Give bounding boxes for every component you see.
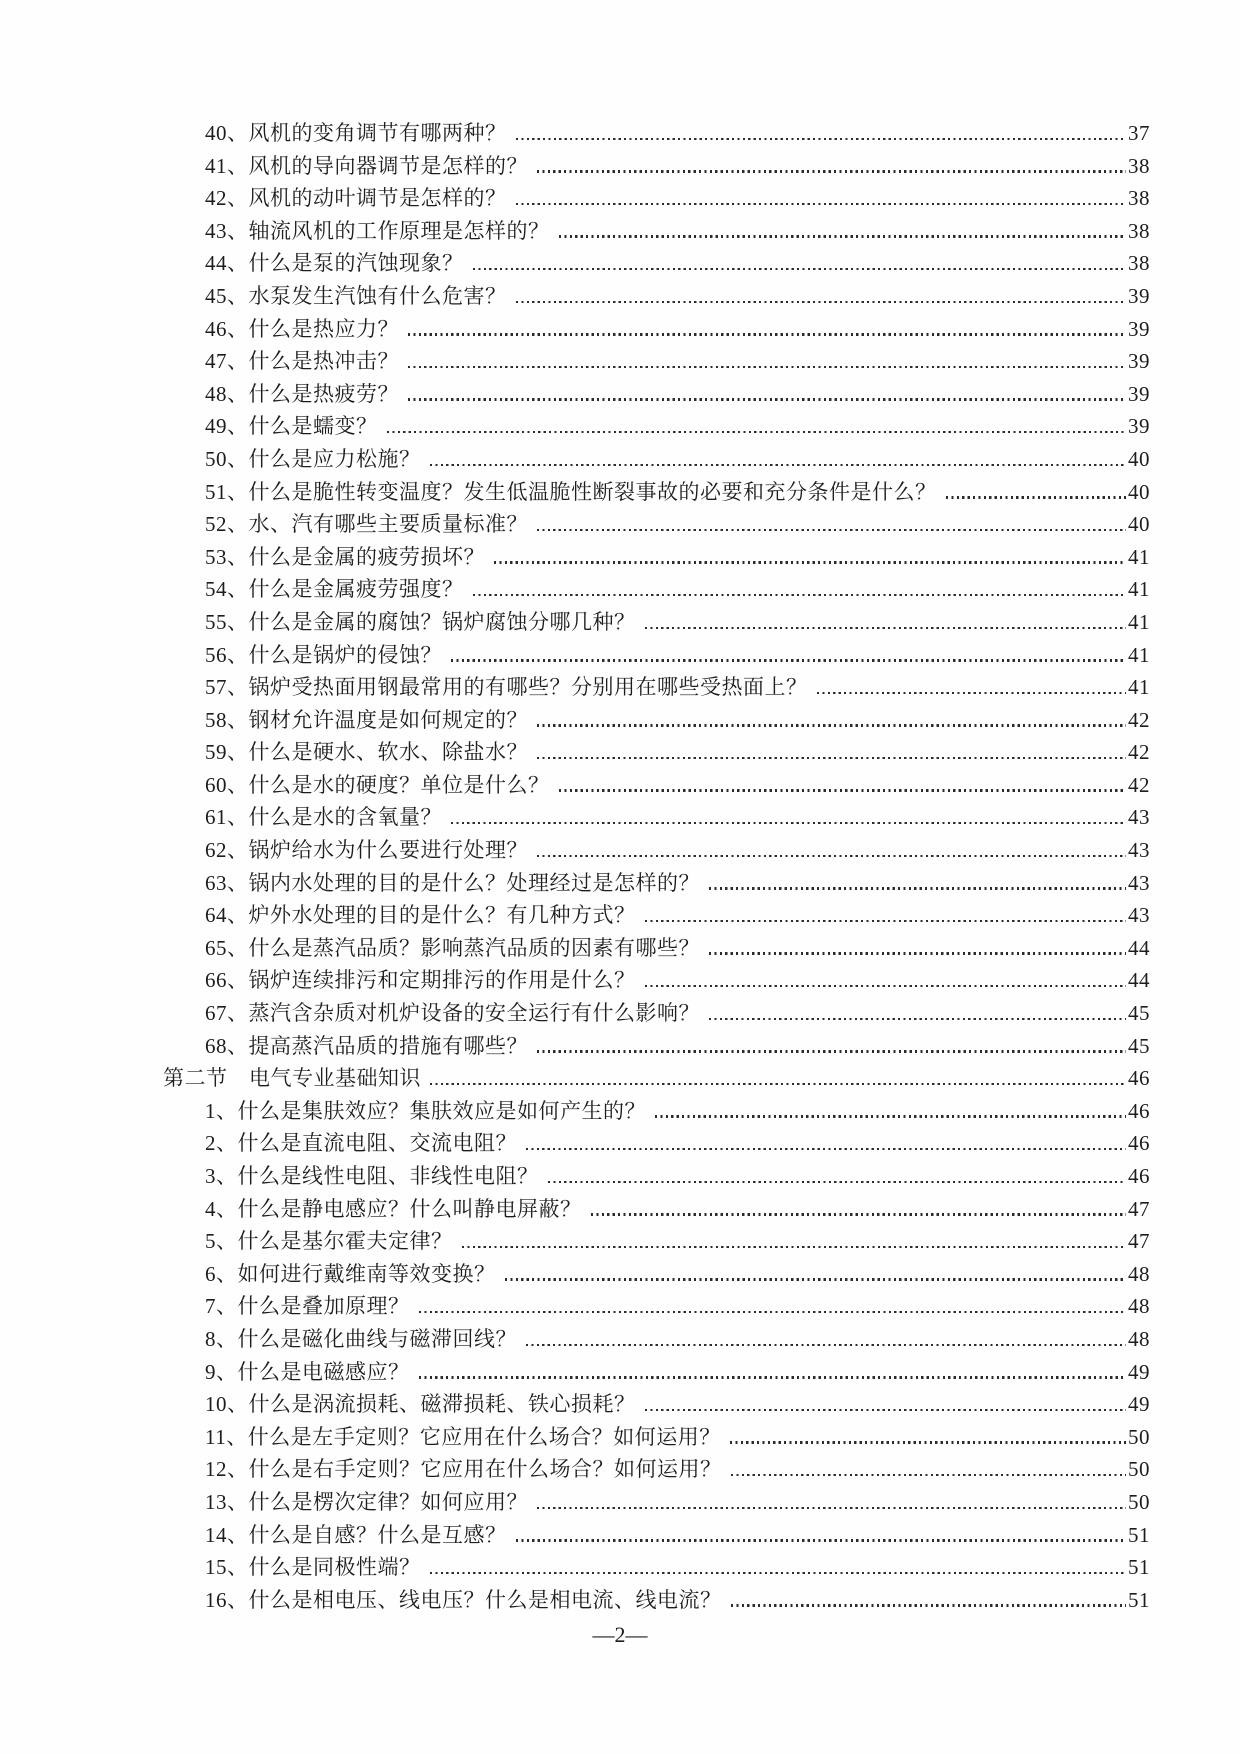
toc-entry [163,443,1150,476]
toc-entry-page-number: 45 [1128,1001,1150,1026]
dot-leader [645,627,1127,629]
toc-entry-label: 50、什么是应力松施？ [205,446,421,471]
dot-leader [473,268,1127,270]
toc-entry-label: 11、什么是左手定则？它应用在什么场合？如何运用？ [205,1424,721,1449]
toc-entry-label: 14、什么是自感？什么是互感？ [205,1522,507,1547]
toc-entry-label: 51、什么是脆性转变温度？发生低温脆性断裂事故的必要和充分条件是什么？ [205,479,937,504]
dot-leader [516,1539,1127,1541]
dot-leader [559,789,1127,791]
toc-entry-page-number: 42 [1128,740,1150,765]
dot-leader [419,1376,1127,1378]
toc-entry [163,769,1150,802]
toc-entry [163,1290,1150,1323]
toc-entry-page-number: 40 [1128,479,1150,504]
dot-leader [591,1213,1127,1215]
toc-entry-label: 44、什么是泵的汽蚀现象？ [205,251,464,276]
toc-entry-page-number: 43 [1128,870,1150,895]
toc-entry-page-number: 41 [1128,675,1150,700]
toc-entry [163,932,1150,965]
toc-entry-label: 47、什么是热冲击？ [205,349,399,374]
toc-entry-label: 8、什么是磁化曲线与磁滞回线？ [205,1326,517,1351]
toc-entry-label: 57、锅炉受热面用钢最常用的有哪些？分别用在哪些受热面上？ [205,675,808,700]
dot-leader [537,1507,1126,1509]
toc-entry-page-number: 43 [1128,838,1150,863]
dot-leader [430,464,1127,466]
dot-leader [430,1572,1127,1574]
toc-entry-page-number: 40 [1128,446,1150,471]
dot-leader [817,692,1127,694]
toc-entry-page-number: 46 [1128,1098,1150,1123]
toc-entry-page-number: 38 [1128,218,1150,243]
dot-leader [537,1050,1126,1052]
page-footer [0,1620,1240,1650]
dot-leader [709,952,1126,954]
toc-entry-label: 65、什么是蒸汽品质？影响蒸汽品质的因素有哪些？ [205,935,700,960]
toc-entry-label: 10、什么是涡流损耗、磁滞损耗、铁心损耗？ [205,1392,636,1417]
toc-entry-page-number: 47 [1128,1196,1150,1221]
toc-entry [163,671,1150,704]
table-of-contents [163,117,1150,1616]
toc-entry-page-number: 39 [1128,349,1150,374]
dot-leader [451,659,1126,661]
toc-entry [163,247,1150,280]
dot-leader [419,1311,1127,1313]
dot-leader [494,561,1126,563]
toc-entry-label: 1、什么是集肤效应？集肤效应是如何产生的？ [205,1098,646,1123]
toc-entry [163,1584,1150,1617]
toc-entry-page-number: 43 [1128,903,1150,928]
dot-leader [537,170,1126,172]
toc-entry [163,280,1150,313]
toc-entry-label: 52、水、汽有哪些主要质量标准？ [205,512,528,537]
toc-entry-label: 4、什么是静电感应？什么叫静电屏蔽？ [205,1196,582,1221]
toc-entry [163,508,1150,541]
toc-entry [163,1193,1150,1226]
toc-entry-label: 2、什么是直流电阻、交流电阻？ [205,1131,517,1156]
toc-entry-label: 7、什么是叠加原理？ [205,1294,410,1319]
toc-entry [163,1030,1150,1063]
dot-leader [731,1604,1127,1606]
toc-entry-page-number: 39 [1128,414,1150,439]
page-number: —2— [592,1622,648,1647]
toc-entry-label: 64、炉外水处理的目的是什么？有几种方式？ [205,903,636,928]
toc-entry-page-number: 44 [1128,968,1150,993]
toc-entry-page-number: 44 [1128,935,1150,960]
dot-leader [408,366,1126,368]
toc-section-label: 第二节 电气专业基础知识 [163,1066,421,1091]
toc-entry [163,867,1150,900]
toc-entry-label: 42、风机的动叶调节是怎样的？ [205,186,507,211]
dot-leader [408,398,1126,400]
toc-entry-page-number: 38 [1128,251,1150,276]
toc-entry-label: 59、什么是硬水、软水、除盐水？ [205,740,528,765]
toc-entry [163,182,1150,215]
toc-entry [163,573,1150,606]
toc-entry-page-number: 46 [1128,1164,1150,1188]
toc-entry-page-number: 41 [1128,544,1150,569]
toc-entry-label: 53、什么是金属的疲劳损坏？ [205,544,485,569]
toc-entry [163,1356,1150,1389]
toc-entry [163,313,1150,346]
toc-entry-label: 48、什么是热疲劳？ [205,381,399,406]
toc-entry-page-number: 38 [1128,186,1150,211]
toc-entry [163,1127,1150,1160]
toc-entry-label: 63、锅内水处理的目的是什么？处理经过是怎样的？ [205,870,700,895]
dot-leader [709,887,1126,889]
toc-entry-label: 16、什么是相电压、线电压？什么是相电流、线电流？ [205,1587,722,1612]
toc-entry-label: 49、什么是蠕变？ [205,414,378,439]
toc-entry-label: 43、轴流风机的工作原理是怎样的？ [205,218,550,243]
toc-entry [163,964,1150,997]
dot-leader [516,203,1127,205]
toc-entry [163,704,1150,737]
toc-entry [163,639,1150,672]
dot-leader [537,724,1126,726]
toc-entry-page-number: 49 [1128,1359,1150,1384]
toc-entry-page-number: 50 [1128,1457,1150,1482]
toc-entry [163,1095,1150,1128]
dot-leader [537,757,1126,759]
toc-entry-page-number: 42 [1128,707,1150,732]
dot-leader [473,594,1127,596]
toc-entry-page-number: 41 [1128,642,1150,667]
toc-entry [163,1388,1150,1421]
toc-entry-label: 54、什么是金属疲劳强度？ [205,577,464,602]
dot-leader [430,1083,1126,1085]
toc-entry-page-number: 51 [1128,1555,1150,1580]
toc-entry-page-number: 51 [1128,1522,1150,1547]
dot-leader [537,529,1126,531]
toc-entry [163,736,1150,769]
toc-entry-page-number: 48 [1128,1326,1150,1351]
toc-entry-label: 9、什么是电磁感应？ [205,1359,410,1384]
toc-entry [163,410,1150,443]
toc-entry [163,1453,1150,1486]
toc-entry [163,1323,1150,1356]
toc-entry-label: 12、什么是右手定则？它应用在什么场合？如何运用？ [205,1457,722,1482]
toc-entry [163,215,1150,248]
toc-entry-page-number: 43 [1128,805,1150,830]
toc-entry [163,1551,1150,1584]
toc-entry-page-number: 49 [1128,1392,1150,1417]
toc-entry-label: 55、什么是金属的腐蚀？锅炉腐蚀分哪几种？ [205,609,636,634]
toc-entry-label: 62、锅炉给水为什么要进行处理？ [205,838,528,863]
toc-entry [163,150,1150,183]
dot-leader [709,1018,1126,1020]
dot-leader [526,1148,1126,1150]
toc-entry-label: 6、如何进行戴维南等效变换？ [205,1261,496,1286]
toc-entry-page-number: 42 [1128,772,1150,797]
toc-entry [163,1160,1150,1193]
dot-leader [516,301,1127,303]
dot-leader [730,1441,1126,1443]
dot-leader [655,1115,1126,1117]
toc-entry [163,899,1150,932]
toc-entry [163,1421,1150,1454]
dot-leader [548,1181,1127,1183]
toc-entry-label: 56、什么是锅炉的侵蚀？ [205,642,442,667]
dot-leader [731,1474,1127,1476]
dot-leader [387,431,1127,433]
toc-entry [163,378,1150,411]
dot-leader [451,822,1126,824]
toc-entry-label: 61、什么是水的含氧量？ [205,805,442,830]
toc-entry-label: 41、风机的导向器调节是怎样的？ [205,153,528,178]
toc-entry [163,541,1150,574]
toc-entry [163,1519,1150,1552]
toc-entry [163,834,1150,867]
toc-entry-label: 68、提高蒸汽品质的措施有哪些？ [205,1033,528,1058]
toc-entry-page-number: 38 [1128,153,1150,178]
toc-entry-label: 5、什么是基尔霍夫定律？ [205,1229,453,1254]
toc-entry-page-number: 47 [1128,1229,1150,1254]
toc-entry-page-number: 37 [1128,121,1150,145]
toc-entry-page-number: 40 [1128,512,1150,537]
dot-leader [505,1278,1127,1280]
dot-leader [946,496,1127,498]
toc-entry-page-number: 46 [1128,1131,1150,1156]
toc-entry-label: 67、蒸汽含杂质对机炉设备的安全运行有什么影响？ [205,1001,700,1026]
dot-leader [645,920,1127,922]
dot-leader [516,138,1127,140]
dot-leader [645,1409,1127,1411]
dot-leader [537,855,1126,857]
toc-entry [163,345,1150,378]
toc-entry [163,997,1150,1030]
toc-entry-label: 3、什么是线性电阻、非线性电阻？ [205,1164,539,1188]
toc-entry-page-number: 39 [1128,316,1150,341]
toc-section-heading [163,1062,1150,1095]
toc-entry-page-number: 46 [1128,1066,1150,1091]
toc-entry-label: 46、什么是热应力？ [205,316,399,341]
toc-entry [163,117,1150,150]
toc-entry [163,801,1150,834]
toc-entry-page-number: 51 [1128,1587,1150,1612]
toc-entry-label: 13、什么是楞次定律？如何应用？ [205,1489,528,1514]
toc-entry-page-number: 39 [1128,381,1150,406]
toc-entry-page-number: 39 [1128,283,1150,308]
toc-entry [163,606,1150,639]
toc-entry-page-number: 41 [1128,609,1150,634]
toc-entry [163,1486,1150,1519]
toc-entry-page-number: 45 [1128,1033,1150,1058]
toc-entry-label: 45、水泵发生汽蚀有什么危害？ [205,283,507,308]
toc-entry-page-number: 50 [1128,1424,1150,1449]
toc-entry [163,476,1150,509]
dot-leader [559,235,1127,237]
toc-entry-label: 60、什么是水的硬度？单位是什么？ [205,772,550,797]
dot-leader [462,1246,1127,1248]
toc-entry-page-number: 50 [1128,1489,1150,1514]
dot-leader [526,1344,1126,1346]
dot-leader [408,333,1126,335]
toc-entry-label: 58、钢材允许温度是如何规定的？ [205,707,528,732]
toc-entry-label: 15、什么是同极性端？ [205,1555,421,1580]
toc-entry-page-number: 48 [1128,1261,1150,1286]
toc-entry [163,1225,1150,1258]
toc-entry [163,1258,1150,1291]
toc-entry-label: 66、锅炉连续排污和定期排污的作用是什么？ [205,968,636,993]
toc-entry-label: 40、风机的变角调节有哪两种？ [205,121,507,145]
toc-entry-page-number: 48 [1128,1294,1150,1319]
dot-leader [645,985,1127,987]
toc-entry-page-number: 41 [1128,577,1150,602]
